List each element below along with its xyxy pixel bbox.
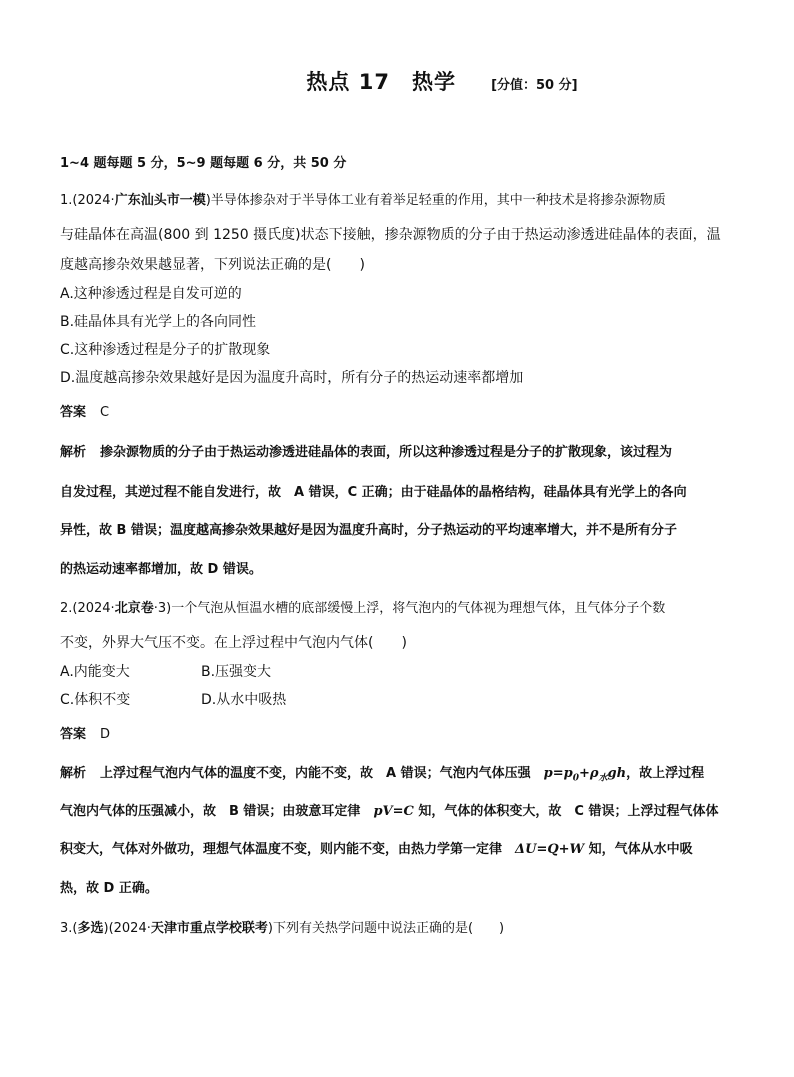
q2-analysis-label: 解析 — [60, 766, 87, 781]
q1-analysis-line1 — [60, 441, 672, 460]
q2-analysis-text2a: 气泡内气体的压强减小，故 B 错误；由玻意耳定律 — [60, 804, 374, 819]
formula-pressure — [543, 766, 627, 784]
q2-analysis-text3b: 知，气体从水中吸 — [584, 842, 693, 857]
q1-analysis-line3: 异性，故 B 错误；温度越高掺杂效果越好是因为温度升高时，分子热运动的平均速率增大，并不是所有分子 — [60, 523, 677, 538]
q3-stem-line1 — [60, 917, 504, 936]
q1-analysis-label: 解析 — [60, 445, 87, 460]
q1-answer-value: C — [100, 405, 110, 420]
q2-options-row1 — [60, 661, 460, 681]
q2-analysis-line2 — [60, 800, 718, 819]
formula-rho: +ρ — [578, 766, 599, 781]
q2-option-c: C.体积不变 — [60, 692, 131, 708]
formula-boyle: pV=C — [373, 804, 414, 819]
q1-option-a: A.这种渗透过程是自发可逆的 — [60, 286, 242, 302]
q2-analysis-text3a: 积变大，气体对外做功，理想气体温度不变，则内能不变，由热力学第一定律 — [60, 842, 516, 857]
q2-option-b: B.压强变大 — [201, 664, 272, 680]
q1-source: 广东汕头市一模 — [114, 193, 206, 208]
q1-answer — [60, 401, 109, 420]
q2-analysis-text2b: 知，气体的体积变大，故 C 错误；上浮过程气体体 — [413, 804, 719, 819]
q3-number: 3.( — [60, 921, 78, 936]
q2-analysis-line4: 热，故 D 正确。 — [60, 881, 158, 896]
q1-stem-line1 — [60, 189, 666, 208]
formula-water-sub: 水 — [598, 773, 608, 784]
q2-analysis-line1 — [60, 762, 704, 784]
q1-analysis-text: 掺杂源物质的分子由于热运动渗透进硅晶体的表面，所以这种渗透过程是分子的扩散现象，该过程为 — [100, 445, 673, 460]
q3-source: 天津市重点学校联考 — [150, 921, 268, 936]
q1-option-c: C.这种渗透过程是分子的扩散现象 — [60, 342, 271, 358]
q1-stem-line3: 度越高掺杂效果越显著，下列说法正确的是( ) — [60, 257, 365, 273]
q2-source: 北京卷 — [114, 601, 154, 616]
q1-option-d: D.温度越高掺杂效果越好是因为温度升高时，所有分子的热运动速率都增加 — [60, 370, 524, 386]
scoring-intro: 1~4 题每题 5 分，5~9 题每题 6 分，共 50 分 — [60, 156, 347, 171]
q1-answer-label: 答案 — [60, 405, 87, 420]
page-header — [0, 66, 794, 96]
formula-p: p=p — [543, 766, 573, 781]
q1-stem-text: )半导体掺杂对于半导体工业有着举足轻重的作用，其中一种技术是将掺杂源物质 — [205, 193, 666, 208]
q2-analysis-line3 — [60, 838, 693, 857]
q2-stem-line1 — [60, 597, 665, 616]
q3-year: )(2024· — [103, 921, 151, 936]
q2-option-a: A.内能变大 — [60, 664, 130, 680]
q3-multi-tag: 多选 — [77, 921, 104, 936]
formula-first-law: ΔU=Q+W — [515, 842, 585, 857]
q2-answer — [60, 723, 110, 742]
q2-answer-value: D — [100, 727, 111, 742]
q2-answer-label: 答案 — [60, 727, 87, 742]
q2-options-row2 — [60, 689, 460, 709]
q1-option-b: B.硅晶体具有光学上的各向同性 — [60, 314, 257, 330]
q2-stem-line2: 不变，外界大气压不变。在上浮过程中气泡内气体( ) — [60, 635, 407, 651]
q1-analysis-line2: 自发过程，其逆过程不能自发进行，故 A 错误，C 正确；由于硅晶体的晶格结构，硅晶体具有光学上的各向 — [60, 485, 687, 500]
q2-analysis-text1b: ，故上浮过程 — [626, 766, 705, 781]
q1-analysis-line4: 的热运动速率都增加，故 D 错误。 — [60, 562, 262, 577]
formula-p0-sub: 0 — [572, 773, 579, 784]
q1-number: 1.(2024· — [60, 193, 115, 208]
formula-gh: gh — [607, 766, 627, 781]
q2-option-d: D.从水中吸热 — [201, 692, 287, 708]
page-title: 热点 17 热学 — [306, 70, 456, 94]
q2-stem-text: ·3)一个气泡从恒温水槽的底部缓慢上浮，将气泡内的气体视为理想气体，且气体分子个数 — [153, 601, 666, 616]
q2-analysis-text1: 上浮过程气泡内气体的温度不变，内能不变，故 A 错误；气泡内气体压强 — [100, 766, 544, 781]
score-label: [分值：50 分] — [491, 78, 578, 93]
q3-stem-text: )下列有关热学问题中说法正确的是( ) — [267, 921, 505, 936]
q1-stem-line2: 与硅晶体在高温(800 到 1250 摄氏度)状态下接触，掺杂源物质的分子由于热运动渗透进硅晶体的表面，温 — [60, 227, 721, 243]
q2-number: 2.(2024· — [60, 601, 115, 616]
